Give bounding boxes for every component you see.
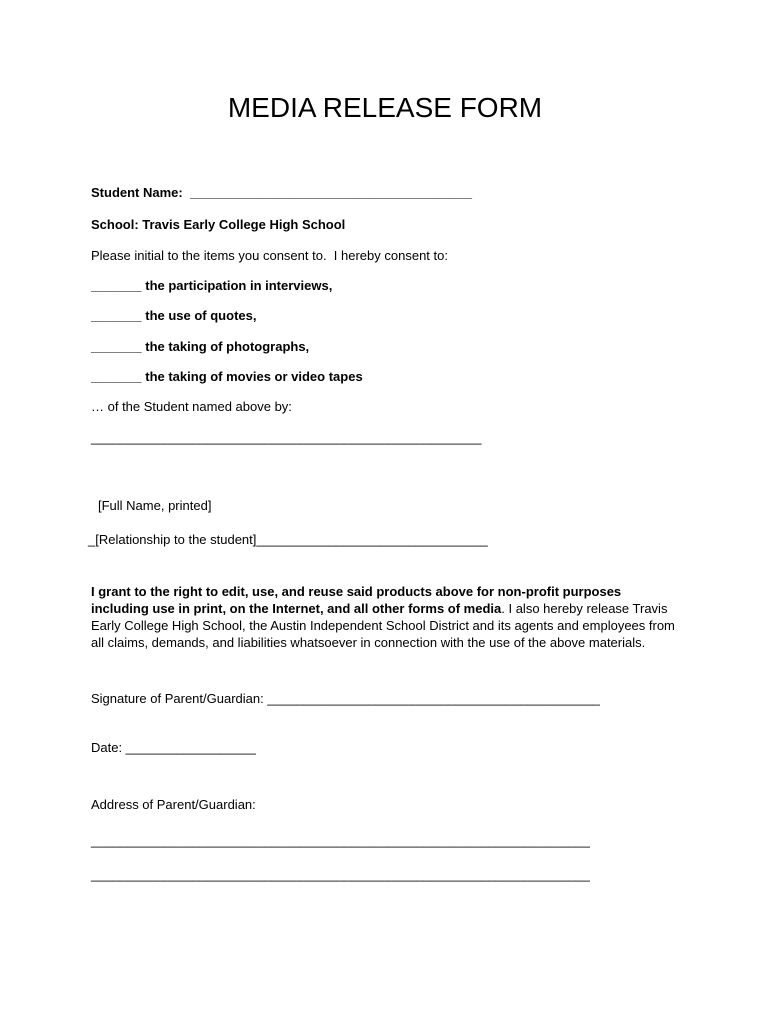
consent-initial-blank[interactable]: _______ (91, 339, 142, 354)
signature-line[interactable]: Signature of Parent/Guardian: ______________________________________________ (91, 691, 600, 706)
consent-item-movies (91, 369, 363, 385)
of-student-line: … of the Student named above by: (91, 399, 292, 414)
grant-bold-text: I grant to the right to edit, use, and reuse said products above for non-profit purposes including use in print, on the Internet, and all other forms of media (91, 584, 622, 616)
student-name-blank[interactable]: _______________________________________ (189, 185, 472, 200)
student-name-label: Student Name: (91, 185, 183, 200)
full-name-label: [Full Name, printed] (98, 498, 212, 513)
grant-release-text: . I also hereby release Travis Early College High School, the Austin Independent School District and its agents and employees from all claims, demands, and liabilities whatsoever in connection with the use of the above materials. (91, 601, 675, 650)
school-line: School: Travis Early College High School (91, 217, 346, 232)
relationship-blank[interactable]: _[Relationship to the student]________________________________ (88, 532, 488, 547)
student-name-row (91, 185, 472, 201)
consent-initial-blank[interactable]: _______ (91, 278, 142, 293)
consent-item-quotes (91, 308, 256, 324)
date-line[interactable]: Date: __________________ (91, 740, 256, 755)
page-title: MEDIA RELEASE FORM (227, 92, 543, 123)
consent-item-text: the use of quotes, (141, 308, 257, 323)
consent-initial-blank[interactable]: _______ (91, 369, 142, 384)
address-label: Address of Parent/Guardian: (91, 797, 256, 812)
full-name-blank[interactable]: ______________________________________________________ (91, 430, 482, 445)
consent-intro: Please initial to the items you consent to. I hereby consent to: (91, 248, 448, 263)
address-blank-1[interactable]: _____________________________________________________________________ (91, 833, 590, 848)
consent-initial-blank[interactable]: _______ (91, 308, 142, 323)
consent-item-text: the taking of photographs, (141, 339, 310, 354)
consent-item-text: the participation in interviews, (141, 278, 333, 293)
consent-item-photographs (91, 339, 309, 355)
consent-item-interviews (91, 278, 332, 294)
grant-paragraph (91, 583, 681, 651)
consent-item-text: the taking of movies or video tapes (141, 369, 363, 384)
address-blank-2[interactable]: _____________________________________________________________________ (91, 867, 590, 882)
